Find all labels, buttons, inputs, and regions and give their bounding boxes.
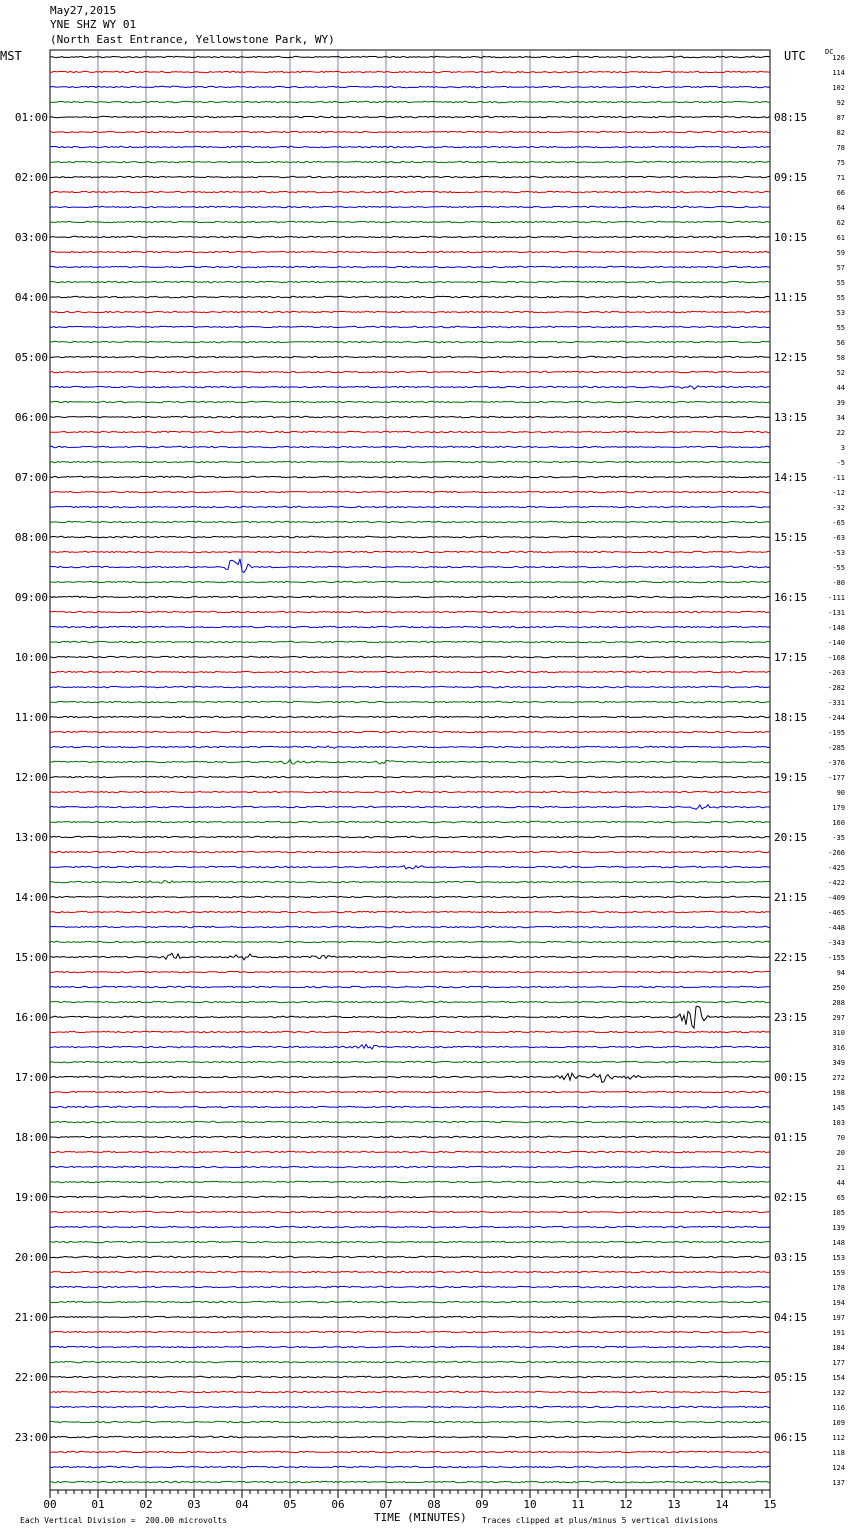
dc-offset-label: 160 (832, 819, 845, 827)
dc-offset-label: 310 (832, 1029, 845, 1037)
dc-offset-label: 177 (832, 1359, 845, 1367)
trace-row-20 (50, 356, 770, 357)
trace-row-6 (50, 146, 770, 147)
trace-row-21 (50, 371, 770, 372)
hour-label-utc: 04:15 (774, 1311, 808, 1324)
trace-row-18 (50, 326, 770, 327)
dc-offset-label: 55 (836, 324, 845, 332)
trace-row-47 (50, 759, 770, 764)
x-tick-label: 15 (763, 1498, 777, 1511)
trace-row-69 (50, 1091, 770, 1092)
hour-label-mst: 14:00 (14, 891, 48, 904)
x-tick-label: 07 (379, 1498, 393, 1511)
hour-label-utc: 02:15 (774, 1191, 808, 1204)
trace-row-68 (50, 1073, 770, 1082)
hour-label-utc: 05:15 (774, 1371, 808, 1384)
hour-label-mst: 01:00 (14, 111, 48, 124)
trace-row-26 (50, 446, 770, 447)
trace-row-48 (50, 776, 770, 777)
station-location: (North East Entrance, Yellowstone Park, WY) (50, 33, 335, 46)
hour-label-utc: 17:15 (774, 651, 808, 664)
hour-label-utc: 19:15 (774, 771, 808, 784)
dc-offset-label: 70 (836, 1134, 845, 1142)
dc-offset-label: -35 (832, 834, 845, 842)
trace-row-17 (50, 311, 770, 312)
x-tick-label: 09 (475, 1498, 489, 1511)
trace-row-9 (50, 191, 770, 192)
trace-row-80 (50, 1256, 770, 1257)
dc-offset-label: 112 (832, 1434, 845, 1442)
trace-row-3 (50, 101, 770, 102)
hour-label-utc: 06:15 (774, 1431, 808, 1444)
dc-offset-label: 154 (832, 1374, 845, 1382)
dc-offset-label: 316 (832, 1044, 845, 1052)
trace-row-46 (50, 746, 770, 748)
trace-row-57 (50, 911, 770, 912)
trace-row-92 (50, 1436, 770, 1437)
hour-label-utc: 03:15 (774, 1251, 808, 1264)
x-tick-label: 10 (523, 1498, 537, 1511)
hour-label-mst: 20:00 (14, 1251, 48, 1264)
trace-row-11 (50, 221, 770, 222)
trace-row-75 (50, 1181, 770, 1182)
trace-row-91 (50, 1421, 770, 1422)
trace-row-25 (50, 431, 770, 432)
hour-label-mst: 10:00 (14, 651, 48, 664)
trace-row-76 (50, 1196, 770, 1197)
trace-row-32 (50, 536, 770, 537)
trace-row-66 (50, 1044, 770, 1049)
hour-label-utc: 23:15 (774, 1011, 808, 1024)
x-tick-label: 01 (91, 1498, 105, 1511)
dc-offset-label: 57 (836, 264, 845, 272)
trace-row-59 (50, 941, 770, 942)
trace-row-82 (50, 1286, 770, 1287)
hour-label-mst: 18:00 (14, 1131, 48, 1144)
trace-row-50 (50, 805, 770, 810)
trace-row-27 (50, 461, 770, 462)
trace-row-15 (50, 281, 770, 282)
dc-offset-label: 21 (836, 1164, 845, 1172)
dc-offset-label: 87 (836, 114, 845, 122)
hour-label-mst: 16:00 (14, 1011, 48, 1024)
dc-offset-label: 103 (832, 1119, 845, 1127)
trace-row-67 (50, 1061, 770, 1062)
trace-row-7 (50, 161, 770, 162)
dc-column-label: DC (825, 48, 834, 56)
dc-offset-label: 71 (836, 174, 845, 182)
trace-row-89 (50, 1391, 770, 1392)
trace-row-33 (50, 551, 770, 552)
trace-row-0 (50, 56, 770, 57)
trace-row-77 (50, 1211, 770, 1212)
dc-offset-label: -148 (828, 624, 845, 632)
dc-offset-label: 3 (840, 444, 845, 452)
trace-row-70 (50, 1106, 770, 1108)
hour-label-mst: 02:00 (14, 171, 48, 184)
dc-offset-label: 64 (836, 204, 845, 212)
dc-offset-label: -80 (832, 579, 845, 587)
dc-offset-label: -140 (828, 639, 845, 647)
dc-offset-label: 114 (832, 69, 845, 77)
trace-row-34 (50, 559, 770, 573)
dc-offset-label: 78 (836, 144, 845, 152)
trace-row-19 (50, 341, 770, 342)
trace-row-41 (50, 671, 770, 672)
dc-offset-label: 288 (832, 999, 845, 1007)
dc-offset-label: 53 (836, 309, 845, 317)
dc-offset-label: -331 (828, 699, 845, 707)
dc-offset-label: 116 (832, 1404, 845, 1412)
dc-offset-label: 82 (836, 129, 845, 137)
hour-label-mst: 03:00 (14, 231, 48, 244)
dc-offset-label: -409 (828, 894, 845, 902)
x-axis-title: TIME (MINUTES) (374, 1511, 467, 1524)
clip-note: Traces clipped at plus/minus 5 vertical divisions (482, 1516, 719, 1525)
trace-row-52 (50, 836, 770, 837)
trace-row-39 (50, 641, 770, 642)
dc-offset-label: 20 (836, 1149, 845, 1157)
hour-label-mst: 08:00 (14, 531, 48, 544)
trace-row-71 (50, 1121, 770, 1122)
trace-row-8 (50, 176, 770, 177)
dc-offset-label: 153 (832, 1254, 845, 1262)
dc-offset-label: -244 (828, 714, 845, 722)
trace-row-78 (50, 1226, 770, 1227)
trace-row-86 (50, 1346, 770, 1347)
left-timezone-label: MST (0, 49, 22, 63)
dc-offset-label: 126 (832, 54, 845, 62)
hour-label-utc: 15:15 (774, 531, 808, 544)
hour-label-utc: 12:15 (774, 351, 808, 364)
hour-label-utc: 08:15 (774, 111, 808, 124)
dc-offset-label: -422 (828, 879, 845, 887)
dc-offset-label: 272 (832, 1074, 845, 1082)
station-code: YNE SHZ WY 01 (50, 18, 137, 31)
trace-row-35 (50, 581, 770, 582)
trace-row-73 (50, 1151, 770, 1152)
dc-offset-label: -282 (828, 684, 845, 692)
dc-offset-label: 109 (832, 1419, 845, 1427)
hour-label-mst: 22:00 (14, 1371, 48, 1384)
trace-row-42 (50, 686, 770, 687)
dc-offset-label: 198 (832, 1089, 845, 1097)
hour-label-mst: 04:00 (14, 291, 48, 304)
trace-row-79 (50, 1241, 770, 1242)
hour-label-mst: 13:00 (14, 831, 48, 844)
dc-offset-label: 297 (832, 1014, 845, 1022)
dc-offset-label: -168 (828, 654, 845, 662)
x-tick-label: 06 (331, 1498, 345, 1511)
trace-row-4 (50, 116, 770, 117)
trace-row-63 (50, 1001, 770, 1002)
trace-row-31 (50, 521, 770, 522)
hour-label-mst: 23:00 (14, 1431, 48, 1444)
hour-label-utc: 10:15 (774, 231, 808, 244)
trace-row-54 (50, 866, 770, 869)
trace-row-1 (50, 71, 770, 72)
dc-offset-label: 56 (836, 339, 845, 347)
x-tick-label: 00 (43, 1498, 57, 1511)
hour-label-mst: 15:00 (14, 951, 48, 964)
dc-offset-label: 184 (832, 1344, 845, 1352)
trace-row-55 (50, 881, 770, 883)
dc-offset-label: -55 (832, 564, 845, 572)
trace-row-5 (50, 131, 770, 132)
dc-offset-label: 137 (832, 1479, 845, 1487)
dc-offset-label: 194 (832, 1299, 845, 1307)
dc-offset-label: -155 (828, 954, 845, 962)
dc-offset-label: 34 (836, 414, 845, 422)
trace-row-72 (50, 1136, 770, 1137)
trace-row-53 (50, 851, 770, 852)
hour-label-utc: 01:15 (774, 1131, 808, 1144)
dc-offset-label: 159 (832, 1269, 845, 1277)
hour-label-utc: 20:15 (774, 831, 808, 844)
dc-offset-label: 148 (832, 1239, 845, 1247)
dc-offset-label: 66 (836, 189, 845, 197)
dc-offset-label: 178 (832, 1284, 845, 1292)
trace-row-84 (50, 1316, 770, 1317)
plot-date: May27,2015 (50, 4, 117, 17)
hour-label-utc: 14:15 (774, 471, 808, 484)
hour-label-utc: 11:15 (774, 291, 808, 304)
trace-row-61 (50, 971, 770, 972)
dc-offset-label: 58 (836, 354, 845, 362)
dc-offset-label: 39 (836, 399, 845, 407)
right-timezone-label: UTC (784, 49, 806, 63)
trace-row-56 (50, 896, 770, 897)
dc-offset-label: 44 (836, 384, 845, 392)
dc-offset-label: -32 (832, 504, 845, 512)
dc-offset-label: 349 (832, 1059, 845, 1067)
hour-label-utc: 21:15 (774, 891, 808, 904)
dc-offset-label: 22 (836, 429, 845, 437)
x-tick-label: 04 (235, 1498, 249, 1511)
trace-row-94 (50, 1466, 770, 1467)
dc-offset-label: 191 (832, 1329, 845, 1337)
hour-label-utc: 22:15 (774, 951, 808, 964)
dc-offset-label: 61 (836, 234, 845, 242)
trace-row-81 (50, 1271, 770, 1272)
trace-row-93 (50, 1451, 770, 1452)
dc-offset-label: 102 (832, 84, 845, 92)
dc-offset-label: -111 (828, 594, 845, 602)
x-tick-label: 12 (619, 1498, 633, 1511)
trace-row-85 (50, 1331, 770, 1332)
dc-offset-label: 139 (832, 1224, 845, 1232)
hour-label-utc: 00:15 (774, 1071, 808, 1084)
dc-offset-label: -131 (828, 609, 845, 617)
hour-label-utc: 09:15 (774, 171, 808, 184)
dc-offset-label: 197 (832, 1314, 845, 1322)
dc-offset-label: -465 (828, 909, 845, 917)
trace-row-43 (50, 701, 770, 702)
dc-offset-label: -376 (828, 759, 845, 767)
scale-note: Each Vertical Division = 200.00 microvolts (20, 1516, 228, 1525)
x-tick-label: 03 (187, 1498, 201, 1511)
trace-row-13 (50, 251, 770, 252)
dc-offset-label: -11 (832, 474, 845, 482)
trace-row-88 (50, 1376, 770, 1377)
trace-row-51 (50, 821, 770, 822)
x-tick-label: 08 (427, 1498, 441, 1511)
trace-row-22 (50, 386, 770, 389)
dc-offset-label: 55 (836, 294, 845, 302)
trace-row-58 (50, 926, 770, 927)
hour-label-mst: 05:00 (14, 351, 48, 364)
trace-row-45 (50, 731, 770, 732)
x-tick-label: 02 (139, 1498, 153, 1511)
dc-offset-label: -53 (832, 549, 845, 557)
dc-offset-label: 55 (836, 279, 845, 287)
x-tick-label: 11 (571, 1498, 585, 1511)
trace-row-2 (50, 86, 770, 87)
trace-row-60 (50, 953, 770, 960)
dc-offset-label: 145 (832, 1104, 845, 1112)
trace-row-36 (50, 596, 770, 597)
trace-row-74 (50, 1166, 770, 1167)
hour-label-utc: 13:15 (774, 411, 808, 424)
dc-offset-label: 179 (832, 804, 845, 812)
x-tick-label: 14 (715, 1498, 729, 1511)
trace-row-37 (50, 611, 770, 612)
hour-label-mst: 09:00 (14, 591, 48, 604)
hour-label-mst: 21:00 (14, 1311, 48, 1324)
trace-row-95 (50, 1481, 770, 1482)
hour-label-mst: 19:00 (14, 1191, 48, 1204)
dc-offset-label: -448 (828, 924, 845, 932)
dc-offset-label: -425 (828, 864, 845, 872)
trace-row-83 (50, 1301, 770, 1302)
trace-row-23 (50, 401, 770, 402)
hour-label-mst: 06:00 (14, 411, 48, 424)
trace-row-30 (50, 506, 770, 507)
dc-offset-label: 92 (836, 99, 845, 107)
trace-row-12 (50, 236, 770, 237)
dc-offset-label: 65 (836, 1194, 845, 1202)
dc-offset-label: 44 (836, 1179, 845, 1187)
dc-offset-label: 250 (832, 984, 845, 992)
dc-offset-label: 59 (836, 249, 845, 257)
trace-row-40 (50, 656, 770, 657)
trace-row-16 (50, 296, 770, 297)
dc-offset-label: 118 (832, 1449, 845, 1457)
trace-row-90 (50, 1406, 770, 1407)
trace-row-87 (50, 1361, 770, 1362)
dc-offset-label: -343 (828, 939, 845, 947)
hour-label-mst: 11:00 (14, 711, 48, 724)
hour-label-utc: 18:15 (774, 711, 808, 724)
dc-offset-label: -63 (832, 534, 845, 542)
dc-offset-label: -5 (836, 459, 845, 467)
trace-row-65 (50, 1031, 770, 1032)
trace-row-10 (50, 206, 770, 207)
dc-offset-label: -266 (828, 849, 845, 857)
dc-offset-label: 62 (836, 219, 845, 227)
dc-offset-label: -263 (828, 669, 845, 677)
dc-offset-label: -195 (828, 729, 845, 737)
trace-row-62 (50, 986, 770, 987)
dc-offset-label: -177 (828, 774, 845, 782)
dc-offset-label: 52 (836, 369, 845, 377)
hour-label-mst: 17:00 (14, 1071, 48, 1084)
trace-row-38 (50, 626, 770, 627)
dc-offset-label: 132 (832, 1389, 845, 1397)
dc-offset-label: 75 (836, 159, 845, 167)
hour-label-utc: 16:15 (774, 591, 808, 604)
dc-offset-label: -65 (832, 519, 845, 527)
hour-label-mst: 12:00 (14, 771, 48, 784)
trace-row-29 (50, 491, 770, 492)
trace-row-14 (50, 266, 770, 267)
trace-row-24 (50, 416, 770, 417)
trace-row-44 (50, 716, 770, 717)
trace-row-28 (50, 476, 770, 477)
dc-offset-label: 105 (832, 1209, 845, 1217)
dc-offset-label: -12 (832, 489, 845, 497)
x-tick-label: 05 (283, 1498, 297, 1511)
hour-label-mst: 07:00 (14, 471, 48, 484)
dc-offset-label: 94 (836, 969, 845, 977)
dc-offset-label: 124 (832, 1464, 845, 1472)
trace-row-64 (50, 1006, 770, 1028)
x-tick-label: 13 (667, 1498, 681, 1511)
dc-offset-label: 90 (836, 789, 845, 797)
trace-row-49 (50, 791, 770, 792)
dc-offset-label: -285 (828, 744, 845, 752)
